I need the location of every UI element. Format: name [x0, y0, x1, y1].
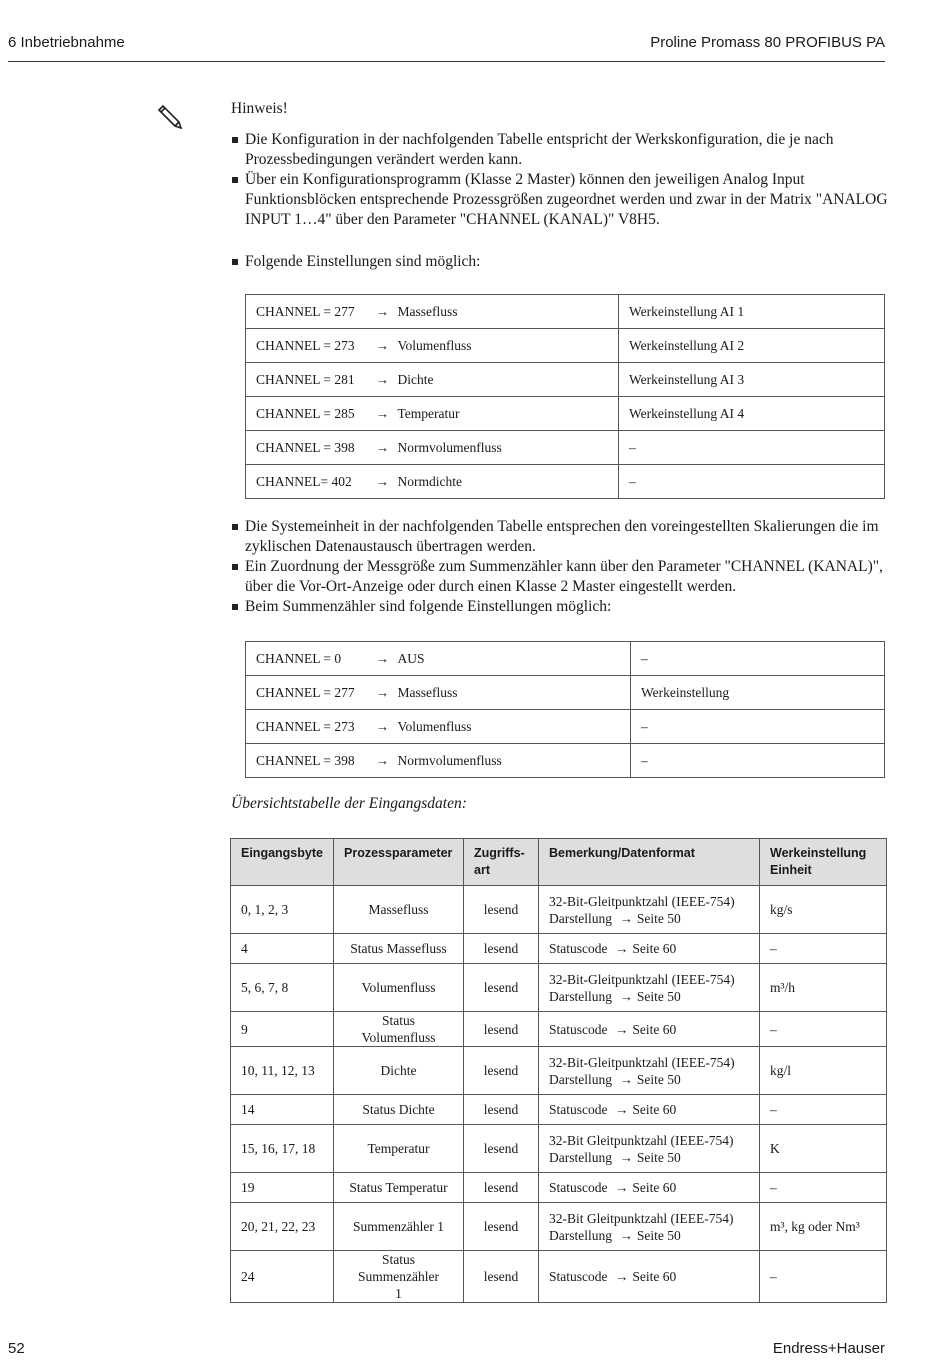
factory-setting: –	[619, 431, 885, 465]
channel-table-totalizer	[245, 641, 885, 778]
product-title: Proline Promass 80 PROFIBUS PA	[650, 34, 885, 51]
channel-target	[376, 710, 631, 744]
remark-line: Statuscode	[549, 941, 608, 956]
note-bullets-settings	[231, 252, 891, 272]
remark-format	[539, 964, 760, 1012]
page-reference: Seite 50	[636, 988, 681, 1004]
input-byte: 5, 6, 7, 8	[231, 964, 334, 1012]
remark-format	[539, 1012, 760, 1047]
table-row	[231, 1203, 887, 1251]
arrow-icon: →	[614, 941, 629, 956]
arrow-icon: →	[375, 439, 389, 455]
input-byte: 9	[231, 1012, 334, 1047]
list-item: Die Konfiguration in der nachfolgenden Tabelle entspricht der Werkskonfiguration, die je nach Prozessbedingungen verändert werden kann.	[231, 130, 891, 170]
table-row	[231, 1095, 887, 1125]
arrow-icon: →	[375, 650, 389, 666]
table-row	[231, 886, 887, 934]
remark-line: Statuscode	[549, 1102, 608, 1117]
factory-unit: m³, kg oder Nm³	[760, 1203, 887, 1251]
arrow-icon: →	[375, 473, 389, 489]
factory-setting: –	[619, 465, 885, 499]
list-item: Beim Summenzähler sind folgende Einstellungen möglich:	[231, 597, 891, 617]
overview-table	[230, 838, 887, 1303]
table-header-row	[231, 839, 887, 886]
remark-line: 32-Bit-Gleitpunktzahl (IEEE-754)	[549, 971, 735, 987]
target-label: AUS	[397, 650, 425, 666]
process-parameter: Status Dichte	[334, 1095, 464, 1125]
channel-value: CHANNEL= 402	[246, 465, 376, 499]
table-row	[231, 1047, 887, 1095]
access-type: lesend	[464, 1012, 539, 1047]
process-parameter: Status Temperatur	[334, 1173, 464, 1203]
factory-setting: –	[631, 710, 885, 744]
table-row	[246, 329, 885, 363]
remark-line: Darstellung	[549, 910, 612, 926]
chapter-title: 6 Inbetriebnahme	[8, 34, 125, 51]
input-byte: 10, 11, 12, 13	[231, 1047, 334, 1095]
overview-caption: Übersichtstabelle der Eingangsdaten:	[231, 795, 467, 812]
channel-value: CHANNEL = 273	[246, 329, 376, 363]
target-label: Massefluss	[397, 303, 458, 319]
process-parameter: Status Summenzähler 1	[334, 1251, 464, 1303]
channel-target	[376, 397, 619, 431]
factory-unit: m³/h	[760, 964, 887, 1012]
table-row	[246, 744, 885, 778]
arrow-icon: →	[375, 371, 389, 387]
factory-setting: Werkeinstellung AI 3	[619, 363, 885, 397]
arrow-icon: →	[614, 1180, 629, 1195]
table-row	[246, 431, 885, 465]
column-header: Bemerkung/Datenformat	[539, 839, 760, 886]
table-row	[246, 465, 885, 499]
target-label: Normvolumenfluss	[397, 752, 502, 768]
column-header: Prozessparameter	[334, 839, 464, 886]
arrow-icon: →	[375, 405, 389, 421]
remark-line: Statuscode	[549, 1269, 608, 1284]
page-reference: Seite 60	[632, 1021, 677, 1037]
input-byte: 0, 1, 2, 3	[231, 886, 334, 934]
channel-value: CHANNEL = 277	[246, 676, 376, 710]
channel-table-ai	[245, 294, 885, 499]
target-label: Massefluss	[397, 684, 458, 700]
page-number: 52	[8, 1340, 25, 1357]
table-row	[231, 1173, 887, 1203]
access-type: lesend	[464, 964, 539, 1012]
arrow-icon: →	[614, 1102, 629, 1117]
process-parameter: Dichte	[334, 1047, 464, 1095]
target-label: Volumenfluss	[397, 718, 472, 734]
remark-line: Darstellung	[549, 1071, 612, 1087]
channel-value: CHANNEL = 398	[246, 431, 376, 465]
table-row	[246, 363, 885, 397]
remark-format	[539, 1203, 760, 1251]
remark-format	[539, 1095, 760, 1125]
arrow-icon: →	[619, 1227, 633, 1243]
channel-value: CHANNEL = 0	[246, 642, 376, 676]
page-reference: Seite 50	[636, 1227, 681, 1243]
table-row	[246, 295, 885, 329]
access-type: lesend	[464, 886, 539, 934]
remark-line: Statuscode	[549, 1021, 608, 1037]
channel-value: CHANNEL = 273	[246, 710, 376, 744]
input-byte: 4	[231, 934, 334, 964]
page-reference: Seite 50	[636, 1071, 681, 1087]
table-row	[246, 676, 885, 710]
factory-setting: Werkeinstellung	[631, 676, 885, 710]
access-type: lesend	[464, 1125, 539, 1173]
channel-target	[376, 642, 631, 676]
remark-format	[539, 886, 760, 934]
channel-value: CHANNEL = 277	[246, 295, 376, 329]
process-parameter: Volumenfluss	[334, 964, 464, 1012]
channel-target	[376, 465, 619, 499]
note-bullets-totalizer	[231, 517, 891, 617]
factory-unit: –	[760, 1095, 887, 1125]
target-label: Dichte	[397, 371, 434, 387]
remark-line: 32-Bit-Gleitpunktzahl (IEEE-754)	[549, 1054, 735, 1070]
list-item: Ein Zuordnung der Messgröße zum Summenzähler kann über den Parameter "CHANNEL (KANAL)", über die Vor-Ort-Anzeige oder durch einen Klasse 2 Master eingestellt werden.	[231, 557, 891, 597]
column-header: Zugriffs-art	[464, 839, 539, 886]
remark-line: Darstellung	[549, 988, 612, 1004]
list-item: Über ein Konfigurationsprogramm (Klasse 2 Master) können den jeweiligen Analog Input Funktionsblöcken entsprechende Prozessgrößen zugeordnet werden und zwar in der Matrix "ANALOG INPUT 1…4" über den Parameter "CHANNEL (KANAL)" V8H5.	[231, 170, 891, 230]
list-item: Die Systemeinheit in der nachfolgenden Tabelle entsprechen den voreingestellten Skalierungen die im zyklischen Datenaustausch übertragen werden.	[231, 517, 891, 557]
channel-target	[376, 329, 619, 363]
remark-format	[539, 934, 760, 964]
arrow-icon: →	[619, 1071, 633, 1087]
input-byte: 24	[231, 1251, 334, 1303]
remark-line: Statuscode	[549, 1180, 608, 1195]
channel-target	[376, 295, 619, 329]
remark-line: 32-Bit-Gleitpunktzahl (IEEE-754)	[549, 893, 735, 909]
channel-value: CHANNEL = 281	[246, 363, 376, 397]
arrow-icon: →	[614, 1269, 629, 1284]
arrow-icon: →	[375, 684, 389, 700]
process-parameter: Status Volumenfluss	[334, 1012, 464, 1047]
page-header	[8, 32, 885, 62]
factory-setting: Werkeinstellung AI 1	[619, 295, 885, 329]
channel-value: CHANNEL = 285	[246, 397, 376, 431]
channel-target	[376, 676, 631, 710]
remark-format	[539, 1047, 760, 1095]
remark-format	[539, 1173, 760, 1203]
factory-unit: kg/s	[760, 886, 887, 934]
channel-target	[376, 363, 619, 397]
arrow-icon: →	[619, 988, 633, 1004]
table-row	[246, 710, 885, 744]
process-parameter: Status Massefluss	[334, 934, 464, 964]
table-row	[231, 1251, 887, 1303]
remark-format	[539, 1251, 760, 1303]
table-row	[231, 964, 887, 1012]
remark-line: 32-Bit Gleitpunktzahl (IEEE-754)	[549, 1210, 734, 1226]
brand-name: Endress+Hauser	[772, 1340, 885, 1357]
remark-line: 32-Bit Gleitpunktzahl (IEEE-754)	[549, 1132, 734, 1148]
page-reference: Seite 50	[636, 1149, 681, 1165]
access-type: lesend	[464, 1047, 539, 1095]
input-byte: 19	[231, 1173, 334, 1203]
page-reference: Seite 50	[636, 910, 681, 926]
remark-line: Darstellung	[549, 1227, 612, 1243]
note-bullets-intro	[231, 130, 891, 230]
channel-target	[376, 431, 619, 465]
factory-unit: –	[760, 1251, 887, 1303]
process-parameter: Temperatur	[334, 1125, 464, 1173]
arrow-icon: →	[375, 752, 389, 768]
input-byte: 14	[231, 1095, 334, 1125]
target-label: Normdichte	[397, 473, 462, 489]
factory-unit: kg/l	[760, 1047, 887, 1095]
factory-setting: –	[631, 642, 885, 676]
factory-setting: Werkeinstellung AI 2	[619, 329, 885, 363]
remark-format	[539, 1125, 760, 1173]
channel-target	[376, 744, 631, 778]
factory-unit: K	[760, 1125, 887, 1173]
arrow-icon: →	[375, 337, 389, 353]
note-title: Hinweis!	[231, 100, 288, 117]
table-row	[231, 934, 887, 964]
arrow-icon: →	[375, 718, 389, 734]
remark-line: Darstellung	[549, 1149, 612, 1165]
target-label: Normvolumenfluss	[397, 439, 502, 455]
column-header: Eingangsbyte	[231, 839, 334, 886]
table-row	[231, 1125, 887, 1173]
access-type: lesend	[464, 1251, 539, 1303]
factory-unit: –	[760, 1173, 887, 1203]
target-label: Temperatur	[397, 405, 460, 421]
factory-unit: –	[760, 934, 887, 964]
factory-unit: –	[760, 1012, 887, 1047]
channel-value: CHANNEL = 398	[246, 744, 376, 778]
column-header: Werkeinstellung Einheit	[760, 839, 887, 886]
input-byte: 20, 21, 22, 23	[231, 1203, 334, 1251]
access-type: lesend	[464, 1173, 539, 1203]
arrow-icon: →	[619, 910, 633, 926]
page-reference: Seite 60	[632, 1180, 677, 1195]
arrow-icon: →	[375, 303, 389, 319]
access-type: lesend	[464, 1095, 539, 1125]
page-reference: Seite 60	[632, 941, 677, 956]
access-type: lesend	[464, 1203, 539, 1251]
process-parameter: Summenzähler 1	[334, 1203, 464, 1251]
factory-setting: –	[631, 744, 885, 778]
arrow-icon: →	[614, 1021, 629, 1037]
input-byte: 15, 16, 17, 18	[231, 1125, 334, 1173]
page-reference: Seite 60	[632, 1102, 677, 1117]
arrow-icon: →	[619, 1149, 633, 1165]
page-reference: Seite 60	[632, 1269, 677, 1284]
table-row	[246, 397, 885, 431]
process-parameter: Massefluss	[334, 886, 464, 934]
target-label: Volumenfluss	[397, 337, 472, 353]
access-type: lesend	[464, 934, 539, 964]
list-item: Folgende Einstellungen sind möglich:	[231, 252, 891, 272]
factory-setting: Werkeinstellung AI 4	[619, 397, 885, 431]
table-row	[231, 1012, 887, 1047]
pencil-icon	[155, 104, 185, 130]
table-row	[246, 642, 885, 676]
